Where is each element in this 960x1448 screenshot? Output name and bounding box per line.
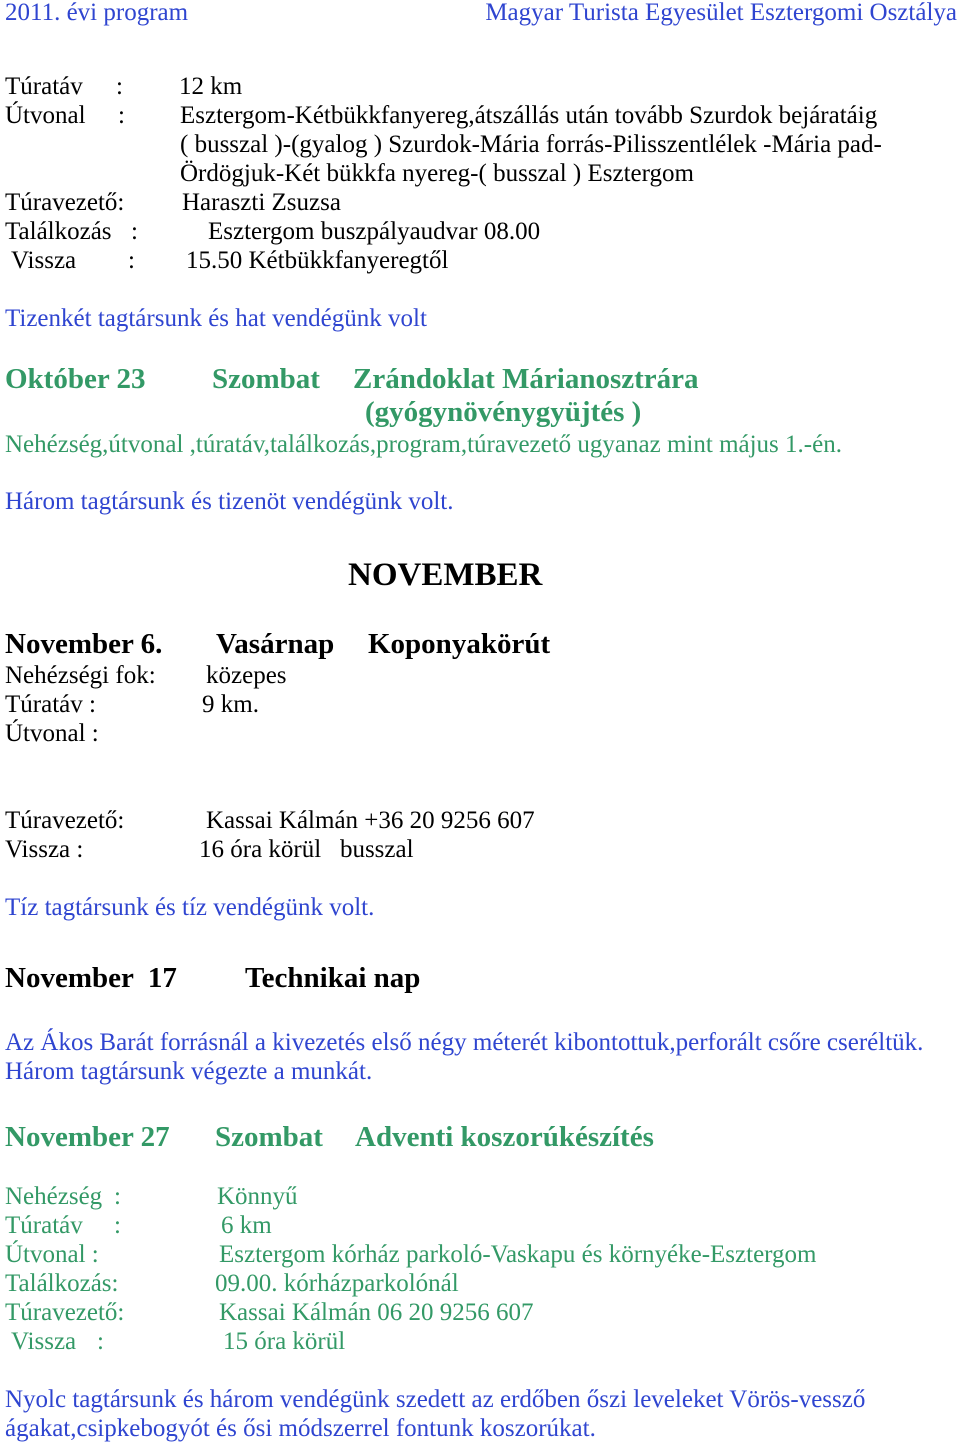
november-6-leader-row (0, 806, 960, 835)
november-6-return-label: Vissza : (5, 836, 84, 863)
november-6-route-row (0, 719, 960, 748)
trip1-route-row-3 (0, 159, 960, 188)
trip1-meeting-row (0, 217, 960, 246)
november-17-report-row-2 (0, 1057, 960, 1086)
trip1-leader-value: Haraszti Zsuzsa (182, 189, 341, 216)
november-27-route-label: Útvonal : (5, 1241, 99, 1268)
november-6-attendance-text: Tíz tagtársunk és tíz vendégünk volt. (5, 894, 375, 921)
november-27-route-value: Esztergom kórház parkoló-Vaskapu és környéke-Esztergom (219, 1241, 817, 1268)
trip1-route-line-2: ( busszal )-(gyalog ) Szurdok-Mária forrás-Pilisszentlélek -Mária pad- (180, 131, 882, 158)
november-27-distance-colon: : (114, 1212, 121, 1239)
november-17-report-row-1 (0, 1028, 960, 1057)
november-27-meeting-row (0, 1269, 960, 1298)
october-23-subtitle-row (0, 396, 960, 429)
trip1-distance-value: 12 km (179, 73, 243, 100)
november-27-distance-label: Túratáv (5, 1212, 83, 1239)
november-6-leader-value: Kassai Kálmán +36 20 9256 607 (206, 807, 535, 834)
november-6-attendance (0, 893, 960, 922)
trip1-meeting-label: Találkozás (5, 218, 112, 245)
november-17-heading (0, 962, 960, 995)
november-27-title: Adventi koszorúkészítés (355, 1121, 654, 1153)
november-6-leader-label: Túravezető: (5, 807, 125, 834)
trip1-meeting-colon: : (131, 218, 138, 245)
november-6-route-label: Útvonal : (5, 720, 99, 747)
trip1-route-row (0, 101, 960, 130)
november-27-day: Szombat (215, 1121, 323, 1153)
page-header (0, 0, 960, 27)
trip1-distance-row (0, 72, 960, 101)
november-6-return-value: 16 óra körül busszal (199, 836, 414, 863)
november-27-return-label: Vissza (11, 1328, 77, 1355)
october-23-details: Nehézség,útvonal ,túratáv,találkozás,program,túravezető ugyanaz mint május 1.-én. (5, 431, 842, 458)
trip1-return-value: 15.50 Kétbükkfanyeregtől (186, 247, 449, 274)
november-27-meeting-value: 09.00. kórházparkolónál (215, 1270, 459, 1297)
trip1-return-label: Vissza (11, 247, 77, 274)
trip1-distance-colon: : (116, 73, 123, 100)
trip1-leader-row (0, 188, 960, 217)
trip1-route-line-3: Ördögjuk-Két bükkfa nyereg-( busszal ) Esztergom (180, 160, 694, 187)
october-23-attendance-text: Három tagtársunk és tizenöt vendégünk volt. (5, 488, 454, 515)
trip1-attendance (0, 304, 960, 333)
november-6-difficulty-label: Nehézségi fok: (5, 662, 156, 689)
november-27-difficulty-label: Nehézség (5, 1183, 103, 1210)
trip1-route-label: Útvonal (5, 102, 86, 129)
november-27-meeting-label: Találkozás: (5, 1270, 119, 1297)
november-6-distance-value: 9 km. (202, 691, 259, 718)
november-6-distance-row (0, 690, 960, 719)
trip1-meeting-value: Esztergom buszpályaudvar 08.00 (208, 218, 541, 245)
november-27-date: November 27 (5, 1121, 170, 1153)
october-23-heading (0, 363, 960, 396)
october-23-day: Szombat (212, 363, 320, 395)
november-27-return-value: 15 óra körül (223, 1328, 346, 1355)
october-23-details-row (0, 430, 960, 459)
november-27-leader-label: Túravezető: (5, 1299, 125, 1326)
october-23-subtitle: (gyógynövénygyüjtés ) (365, 396, 642, 428)
trip1-leader-label: Túravezető: (5, 189, 125, 216)
november-17-date: November 17 (5, 962, 177, 994)
trip1-route-line-1: Esztergom-Kétbükkfanyereg,átszállás után tovább Szurdok bejáratáig (180, 102, 878, 129)
trip1-route-row-2 (0, 130, 960, 159)
trip1-attendance-text: Tizenkét tagtársunk és hat vendégünk volt (5, 305, 427, 332)
november-27-difficulty-row (0, 1182, 960, 1211)
october-23-date: Október 23 (5, 363, 146, 395)
november-6-difficulty-value: közepes (206, 662, 287, 689)
november-17-title: Technikai nap (245, 962, 421, 994)
trip1-return-row (0, 246, 960, 275)
november-27-heading (0, 1121, 960, 1154)
november-27-attendance-row-2 (0, 1414, 960, 1443)
november-6-return-row (0, 835, 960, 864)
november-6-difficulty-row (0, 661, 960, 690)
november-17-report-line-1: Az Ákos Barát forrásnál a kivezetés első négy méterét kibontottuk,perforált csőre cseréltük. (5, 1029, 924, 1056)
november-6-heading (0, 628, 960, 661)
november-6-day: Vasárnap (216, 628, 335, 660)
month-heading-row (0, 556, 960, 594)
november-6-distance-label: Túratáv : (5, 691, 96, 718)
november-27-route-row (0, 1240, 960, 1269)
trip1-distance-label: Túratáv (5, 73, 83, 100)
november-6-title: Koponyakörút (368, 628, 551, 660)
header-organization: Magyar Turista Egyesület Esztergomi Osztálya (485, 0, 957, 26)
november-27-return-colon: : (97, 1328, 104, 1355)
october-23-title: Zrándoklat Márianosztrára (353, 363, 699, 395)
november-27-leader-row (0, 1298, 960, 1327)
october-23-attendance (0, 487, 960, 516)
month-heading: NOVEMBER (348, 557, 543, 593)
november-27-difficulty-colon: : (114, 1183, 121, 1210)
trip1-return-colon: : (128, 247, 135, 274)
november-27-attendance-row-1 (0, 1385, 960, 1414)
november-6-date: November 6. (5, 628, 163, 660)
november-27-distance-row (0, 1211, 960, 1240)
november-27-leader-value: Kassai Kálmán 06 20 9256 607 (219, 1299, 534, 1326)
november-27-distance-value: 6 km (221, 1212, 272, 1239)
november-27-return-row (0, 1327, 960, 1356)
november-27-attendance-line-2: ágakat,csipkebogyót és ősi módszerrel fontunk koszorúkat. (5, 1415, 596, 1442)
header-year-program: 2011. évi program (5, 0, 189, 26)
trip1-route-colon: : (118, 102, 125, 129)
november-27-attendance-line-1: Nyolc tagtársunk és három vendégünk szedett az erdőben őszi leveleket Vörös-vessző (5, 1386, 866, 1413)
november-17-report-line-2: Három tagtársunk végezte a munkát. (5, 1058, 373, 1085)
november-27-difficulty-value: Könnyű (217, 1183, 298, 1210)
